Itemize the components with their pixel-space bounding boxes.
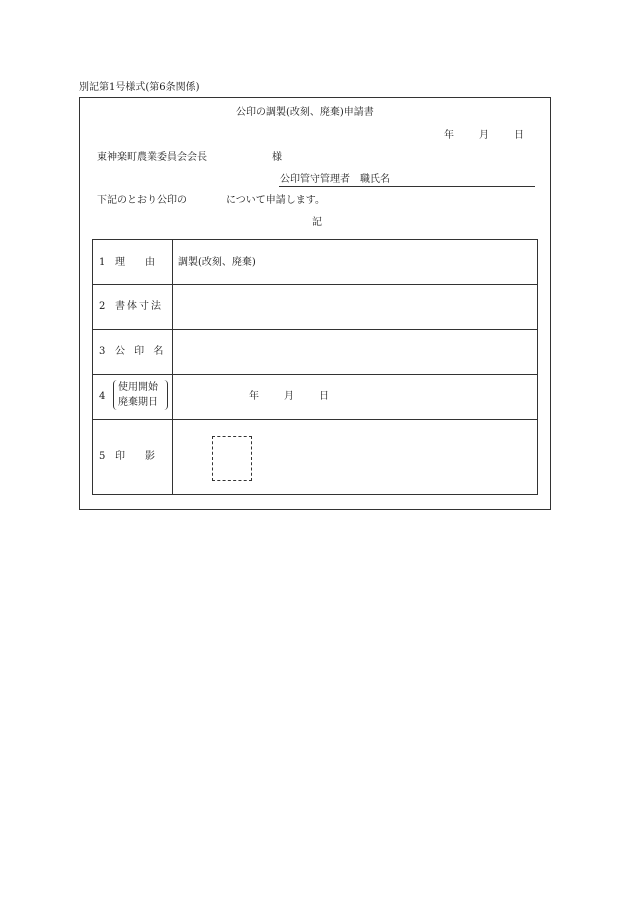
row-label-font-size: 書体寸法	[115, 301, 163, 312]
request-text-start: 下記のとおり公印の	[97, 195, 187, 206]
row-label-start-date: 使用開始	[118, 382, 158, 393]
ki-heading: 記	[312, 217, 322, 228]
applicant-underline	[279, 186, 535, 187]
date-day-label: 日	[514, 130, 524, 141]
table-row-dates	[93, 375, 537, 419]
honorific: 様	[272, 152, 282, 163]
row-number: 4	[99, 391, 106, 402]
table-row-seal-impression	[93, 420, 537, 494]
form-number-note: 別記第1号様式(第6条関係)	[79, 82, 200, 93]
dates-day-label: 日	[319, 391, 329, 402]
date-year-label: 年	[444, 130, 454, 141]
row-number: 2	[99, 301, 106, 312]
dates-year-label: 年	[249, 391, 259, 402]
seal-impression-box	[212, 436, 252, 481]
row-label-seal-name: 公 印 名	[115, 346, 167, 357]
row-label-reason: 理 由	[115, 257, 155, 268]
row-label-seal-impression: 印 影	[115, 451, 155, 462]
row-number: 5	[99, 451, 106, 462]
table-row-reason	[93, 240, 537, 284]
request-text-end: について申請します。	[226, 195, 325, 206]
row-number: 1	[99, 257, 106, 268]
application-table	[92, 239, 538, 495]
reason-value: 調製(改刻、廃棄)	[178, 257, 256, 268]
dates-month-label: 月	[284, 391, 294, 402]
row-number: 3	[99, 346, 106, 357]
table-row-font-size	[93, 285, 537, 329]
addressee: 東神楽町農業委員会会長	[97, 152, 207, 163]
form-title: 公印の調製(改刻、廃棄)申請書	[236, 107, 374, 118]
applicant-label: 公印管守管理者 職氏名	[280, 174, 390, 185]
row-label-disposal-date: 廃棄期日	[118, 397, 158, 408]
table-row-seal-name	[93, 330, 537, 374]
date-month-label: 月	[479, 130, 489, 141]
